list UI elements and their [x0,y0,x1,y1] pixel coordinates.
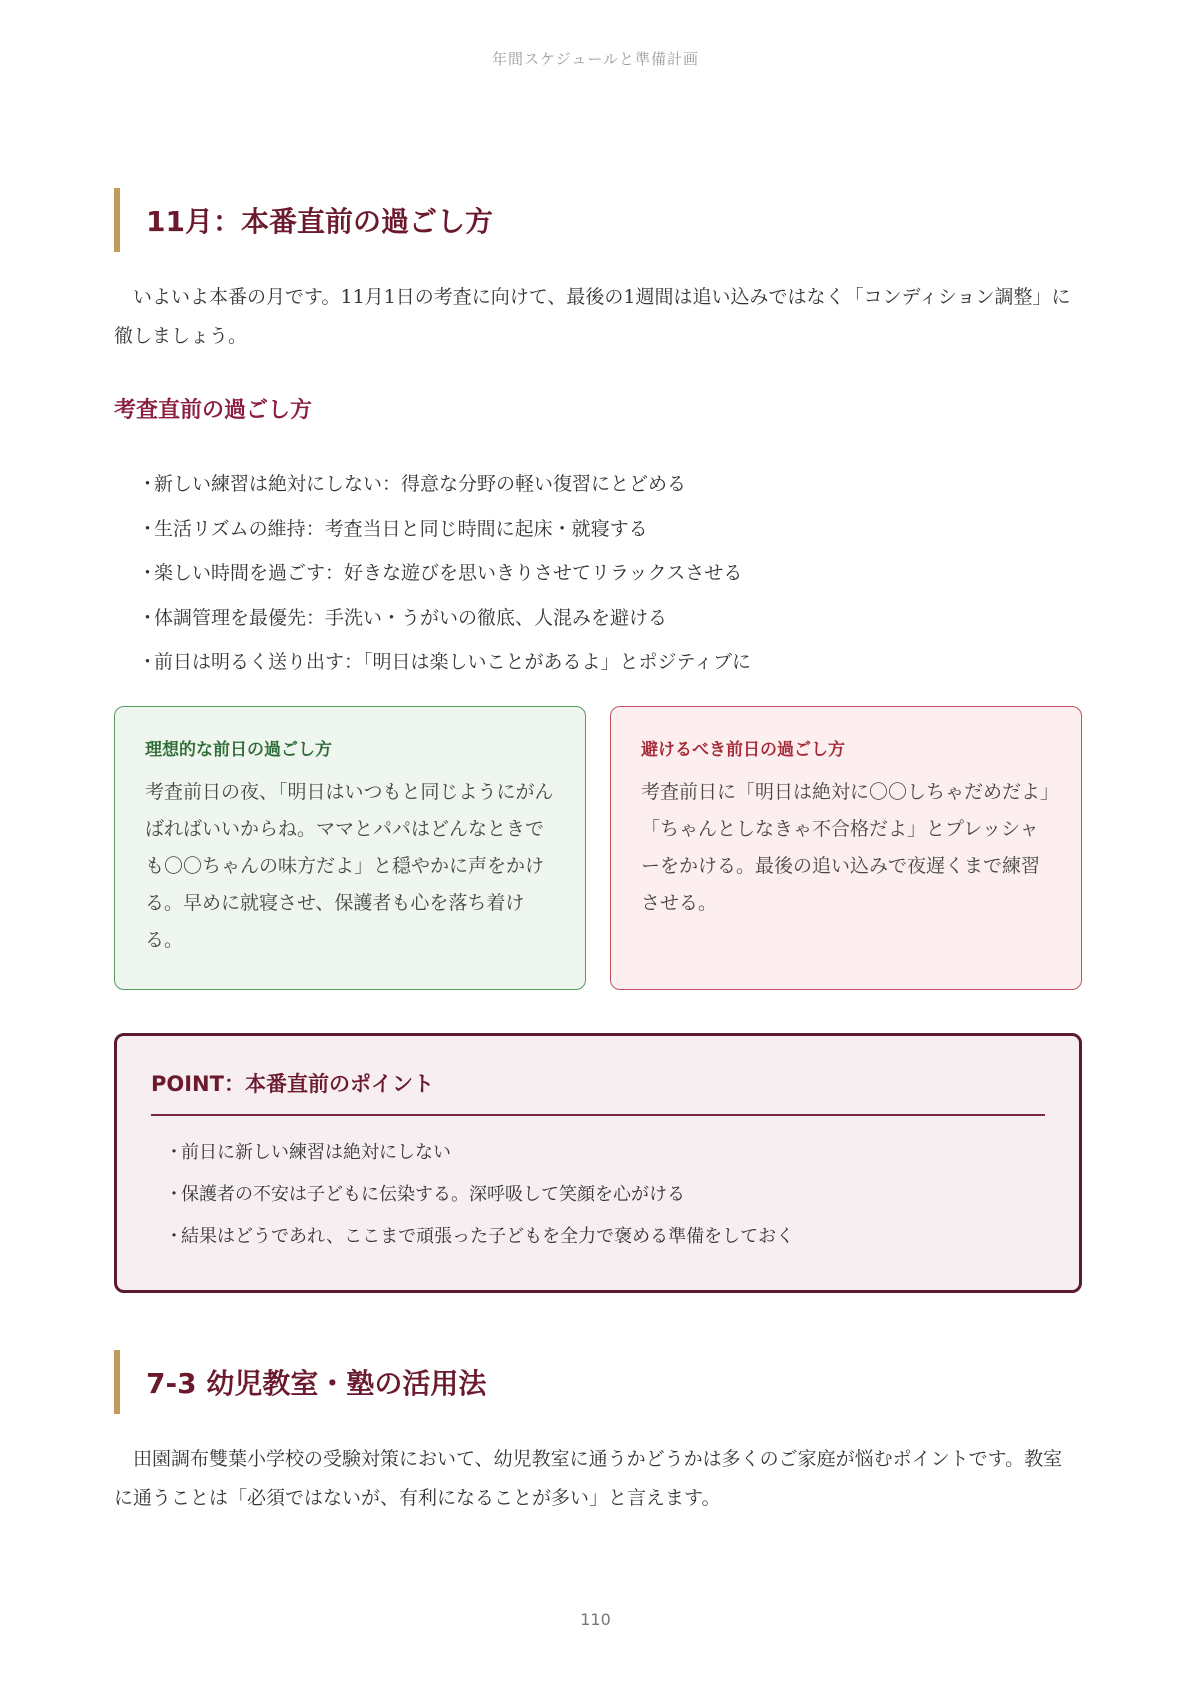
bullet-marker: ・ [138,517,158,540]
list-item [138,507,751,552]
section-heading-november: 11月：本番直前の過ごし方 [114,188,1074,252]
list-item-text: 新しい練習は絶対にしない：得意な分野の軽い復習にとどめる [154,473,687,495]
running-header: 年間スケジュールと準備計画 [491,50,700,68]
juku-intro-paragraph: 田園調布雙葉小学校の受験対策において、幼児教室に通うかどうかは多くのご家庭が悩むポイントです。教室に通うことは「必須ではないが、有利になることが多い」と言えます。 [114,1448,1063,1509]
list-item [165,1216,1045,1258]
point-box-title: POINT：本番直前のポイント [151,1068,1045,1116]
list-item-text: 前日は明るく送り出す：「明日は楽しいことがあるよ」とポジティブに [154,651,751,673]
avoid-eve-card-body: 考査前日に「明日は絶対に〇〇しちゃだめだよ」「ちゃんとしなきゃ不合格だよ」とプレッシャーをかける。最後の追い込みで夜遅くまで練習させる。 [641,781,1050,914]
bullet-marker: ・ [165,1184,183,1205]
list-item [138,596,751,641]
bullet-marker: ・ [138,473,158,495]
page-number: 110 [580,1610,611,1629]
list-item [138,640,751,685]
ideal-eve-card-title: 理想的な前日の過ごし方 [145,740,332,760]
list-item-text: 体調管理を最優先：手洗い・うがいの徹底、人混みを避ける [154,606,668,629]
list-item-text: 前日に新しい練習は絶対にしない [181,1142,451,1163]
point-list [165,1132,1045,1258]
point-box [114,1033,1082,1293]
list-item-text: 結果はどうであれ、ここまで頑張った子どもを全力で褒める準備をしておく [181,1226,795,1247]
list-item-text: 保護者の不安は子どもに伝染する。深呼吸して笑顔を心がける [181,1184,685,1205]
list-item [138,551,751,596]
bullet-marker: ・ [138,606,158,629]
bullet-marker: ・ [165,1226,183,1247]
avoid-eve-card [610,706,1082,990]
list-item [165,1174,1045,1216]
bullet-marker: ・ [138,651,158,673]
pre-exam-bullet-list [138,462,751,685]
bullet-marker: ・ [138,562,158,584]
bullet-marker: ・ [165,1142,183,1163]
list-item [138,462,751,507]
list-item-text: 楽しい時間を過ごす：好きな遊びを思いきりさせてリラックスさせる [154,562,743,584]
list-item-text: 生活リズムの維持：考査当日と同じ時間に起床・就寝する [154,517,648,540]
november-intro-paragraph: いよいよ本番の月です。11月1日の考査に向けて、最後の1週間は追い込みではなく「コンディション調整」に徹しましょう。 [114,286,1071,347]
list-item [165,1132,1045,1174]
avoid-eve-card-title: 避けるべき前日の過ごし方 [641,740,845,760]
section-heading-juku: 7-3 幼児教室・塾の活用法 [114,1350,1074,1414]
ideal-eve-card-body: 考査前日の夜、「明日はいつもと同じようにがんばればいいからね。ママとパパはどんなときでも〇〇ちゃんの味方だよ」と穏やかに声をかける。早めに就寝させ、保護者も心を落ち着ける。 [145,781,554,951]
subsection-heading: 考査直前の過ごし方 [114,398,313,423]
ideal-eve-card [114,706,586,990]
